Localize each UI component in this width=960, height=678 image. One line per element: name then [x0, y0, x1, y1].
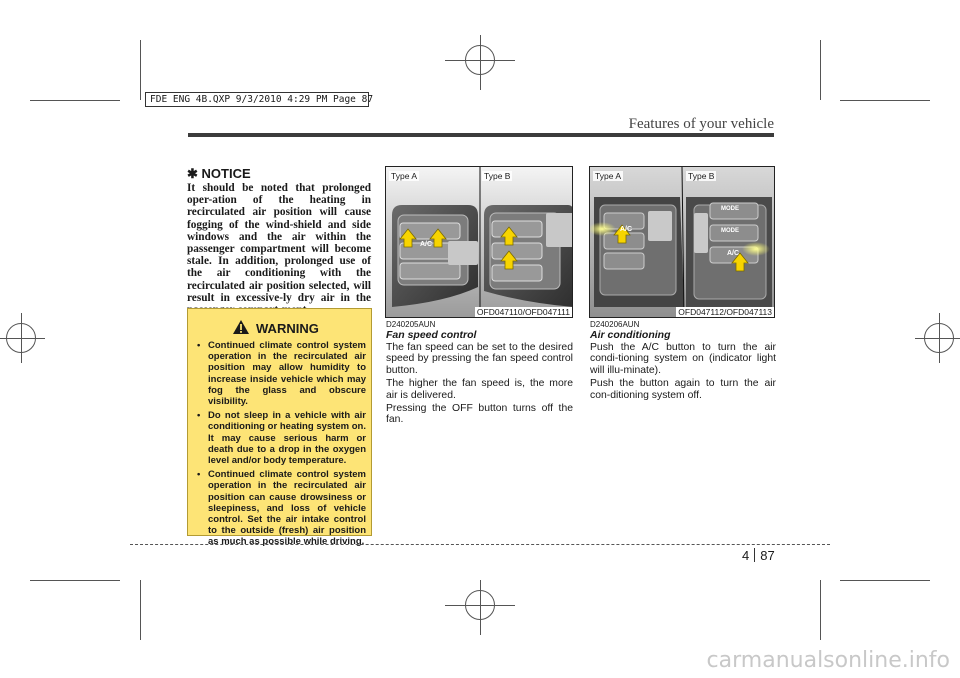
- section2-title: Air conditioning: [590, 329, 671, 341]
- header-rule: [188, 133, 774, 137]
- warning-header: [196, 317, 364, 341]
- section2-code: D240206AUN: [590, 320, 640, 329]
- crop-mark: [140, 580, 141, 640]
- figure1-type-b-label: Type B: [484, 171, 511, 181]
- crop-mark: [820, 580, 821, 640]
- fan-speed-figure: [385, 166, 573, 318]
- figure2-caption: OFD047112/OFD047113: [678, 307, 772, 317]
- figure2-type-b-label: Type B: [688, 171, 715, 181]
- figure1-ac-label: A/C: [420, 241, 433, 248]
- page-header-title: Features of your vehicle: [628, 116, 774, 132]
- figure1-type-a-label: Type A: [391, 171, 417, 181]
- section1-body: [386, 342, 573, 428]
- page-number-value: 87: [760, 548, 775, 563]
- warning-list: [196, 340, 366, 551]
- ac-figure: [589, 166, 775, 318]
- crop-mark: [840, 100, 930, 101]
- section2-paragraph: Push the A/C button to turn the air condi-tioning system on (indicator light will illu-minate).: [590, 342, 776, 376]
- notice-title: NOTICE: [201, 166, 251, 181]
- section1-paragraph: Pressing the OFF button turns off the fan.: [386, 403, 573, 426]
- crop-mark: [30, 580, 120, 581]
- section1-code: D240205AUN: [386, 320, 436, 329]
- section2-body: [590, 342, 776, 403]
- crop-mark: [820, 40, 821, 100]
- figure2-type-a-label: Type A: [595, 171, 621, 181]
- notice-star-icon: ✱: [187, 166, 198, 181]
- warning-triangle-icon: [232, 319, 250, 335]
- notice-body: It should be noted that prolonged oper-ation of the heating in recirculated air position will cause fogging of the wind-shield and side windows and the air within the passenger compartment will become stale. In addition, prolonged use of the air conditioning with the recirculated air position selected, will result in excessive-ly dry air in the: [187, 182, 371, 304]
- section1-title: Fan speed control: [386, 329, 477, 341]
- warning-item: • Do not sleep in a vehicle with air conditioning or heating system on. It may cause serious harm or death due to a drop in the oxygen level and/or body temperature.: [196, 410, 366, 466]
- warning-box: [187, 308, 372, 548]
- ac-illustration: [590, 167, 775, 318]
- page-number: [742, 548, 775, 563]
- figure2-mode-label-2: MODE: [721, 228, 739, 234]
- section1-paragraph: The fan speed can be set to the desired speed by pressing the fan speed control button.: [386, 342, 573, 376]
- section2-paragraph: Push the button again to turn the air con-ditioning system off.: [590, 378, 776, 401]
- crop-mark: [30, 100, 120, 101]
- warning-title: WARNING: [256, 321, 319, 336]
- watermark: carmanualsonline.info: [706, 648, 950, 673]
- chapter-number: 4: [742, 548, 750, 563]
- figure2-ac-label-type-a: A/C: [620, 226, 633, 233]
- warning-item: • Continued climate control system operation in the recirculated air position can cause drowsiness or sleepiness, and loss of vehicle control. Set the air intake control to the outside (fresh) air position as much as possible while driving.: [196, 469, 366, 547]
- print-slug: FDE ENG 4B.QXP 9/3/2010 4:29 PM Page 87: [145, 92, 369, 107]
- figure1-caption: OFD047110/OFD047111: [476, 307, 570, 317]
- figure2-mode-label-1: MODE: [721, 206, 739, 212]
- fan-speed-illustration: [386, 167, 573, 318]
- section1-paragraph: The higher the fan speed is, the more air is delivered.: [386, 378, 573, 401]
- warning-item: • Continued climate control system operation in the recirculated air position may allow humidity to increase inside vehicle which may fog the glass and obscure visibility.: [196, 340, 366, 407]
- footer-dashed-rule: [130, 544, 830, 545]
- crop-mark: [840, 580, 930, 581]
- figure2-ac-label-type-b: A/C: [727, 250, 740, 257]
- notice-heading: [187, 166, 251, 182]
- crop-mark: [140, 40, 141, 100]
